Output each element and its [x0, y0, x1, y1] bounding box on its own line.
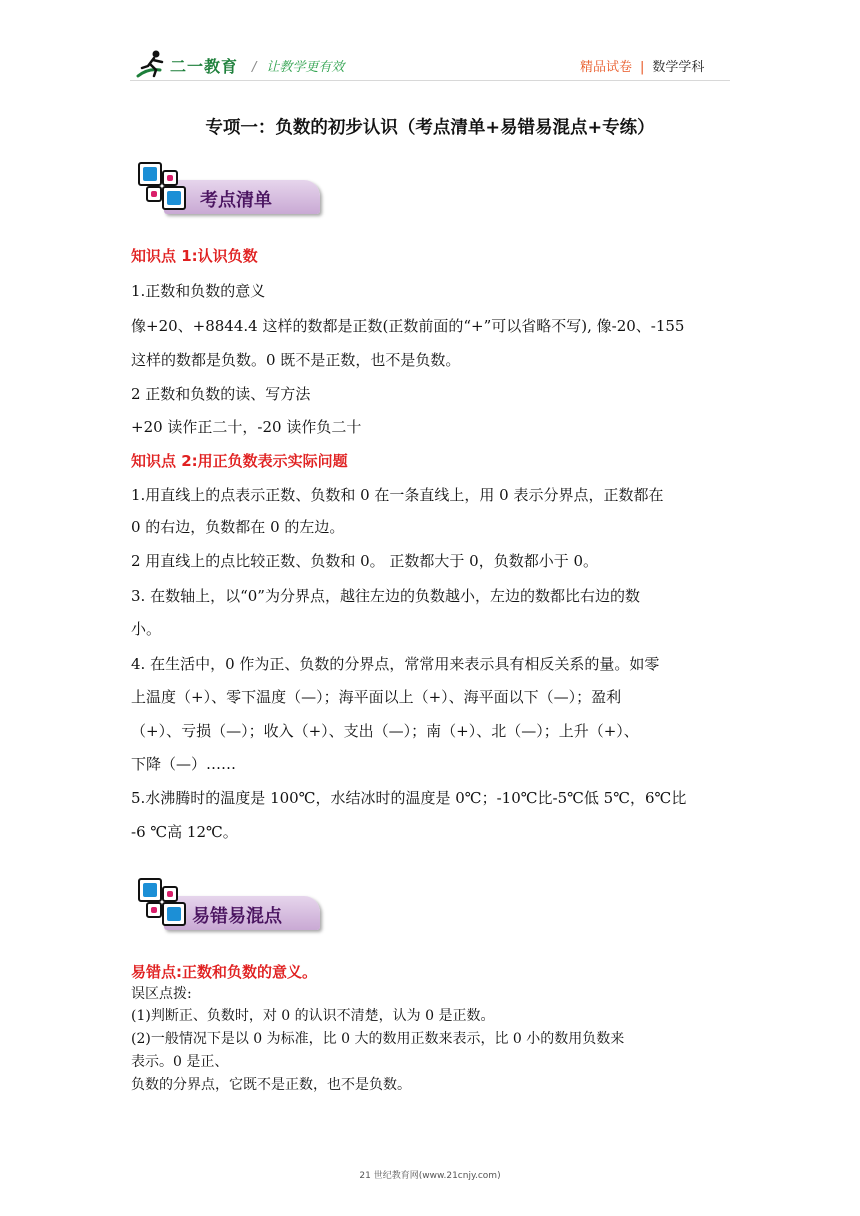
text-line: 0 的右边，负数都在 0 的左边。 [131, 518, 345, 536]
text-line: 1.正数和负数的意义 [131, 282, 266, 300]
banner-label: 易错易混点 [192, 906, 282, 927]
text-line: 负数的分界点，它既不是正数，也不是负数。 [131, 1077, 411, 1093]
knowledge-point-2-heading: 知识点 2:用正负数表示实际问题 [131, 452, 348, 470]
logo [134, 48, 244, 82]
slogan: / 让教学更有效 [252, 60, 345, 75]
slogan-text: 让教学更有效 [266, 60, 345, 75]
section-banner-kaodian [132, 162, 324, 230]
square-icon [138, 878, 162, 902]
square-icon [162, 186, 186, 210]
runner-icon [134, 48, 170, 82]
text-line: 3. 在数轴上，以“0”为分界点，越往左边的负数越小，左边的数都比右边的数 [131, 587, 640, 605]
text-line: 下降（—）…… [131, 755, 237, 773]
subject-label: 数学学科 [652, 60, 705, 75]
square-icon [146, 902, 162, 918]
text-line: 这样的数都是负数。0 既不是正数，也不是负数。 [131, 351, 461, 369]
header-divider [130, 80, 730, 81]
text-line: (1)判断正、负数时，对 0 的认识不清楚，认为 0 是正数。 [131, 1008, 495, 1024]
text-line: 4. 在生活中，0 作为正、负数的分界点，常常用来表示具有相反关系的量。如零 [131, 655, 660, 673]
square-icon [146, 186, 162, 202]
text-line: (2)一般情况下是以 0 为标准，比 0 大的数用正数来表示，比 0 小的数用负数来 [131, 1031, 625, 1047]
section-banner-yicuo [132, 878, 324, 946]
footer: 21 世纪教育网(www.21cnjy.com) [359, 1171, 501, 1181]
knowledge-point-1-heading: 知识点 1:认识负数 [131, 247, 258, 265]
square-icon [162, 886, 178, 902]
text-line: （+）、亏损（—）；收入（+）、支出（—）；南（+）、北（—）；上升（+）、 [131, 722, 639, 740]
text-line: 2 正数和负数的读、写方法 [131, 385, 311, 403]
page-title: 专项一：负数的初步认识（考点清单+易错易混点+专练） [205, 118, 655, 138]
text-line: 2 用直线上的点比较正数、负数和 0。 正数都大于 0，负数都小于 0。 [131, 552, 599, 570]
error-point-heading: 易错点:正数和负数的意义。 [131, 963, 317, 981]
square-icon [162, 170, 178, 186]
header-right: 精品试卷 | 数学学科 [580, 60, 705, 75]
text-line: 小。 [131, 620, 162, 638]
banner-label: 考点清单 [200, 190, 272, 211]
text-line: +20 读作正二十，-20 读作负二十 [131, 418, 362, 436]
text-line: 表示。0 是正、 [131, 1054, 229, 1070]
text-line: 像+20、+8844.4 这样的数都是正数(正数前面的“+”可以省略不写), 像-20、-155 [131, 317, 685, 335]
logo-text: 二一教育 [170, 57, 239, 76]
text-line: 上温度（+）、零下温度（—）；海平面以上（+）、海平面以下（—）；盈利 [131, 688, 622, 706]
text-line: 误区点拨: [131, 986, 192, 1002]
square-icon [162, 902, 186, 926]
text-line: -6 ℃高 12℃。 [131, 823, 238, 841]
square-icon [138, 162, 162, 186]
text-line: 5.水沸腾时的温度是 100℃，水结冰时的温度是 0℃；-10℃比-5℃低 5℃，6℃比 [131, 789, 687, 807]
text-line: 1.用直线上的点表示正数、负数和 0 在一条直线上，用 0 表示分界点，正数都在 [131, 486, 664, 504]
brand-label: 精品试卷 [580, 60, 633, 75]
